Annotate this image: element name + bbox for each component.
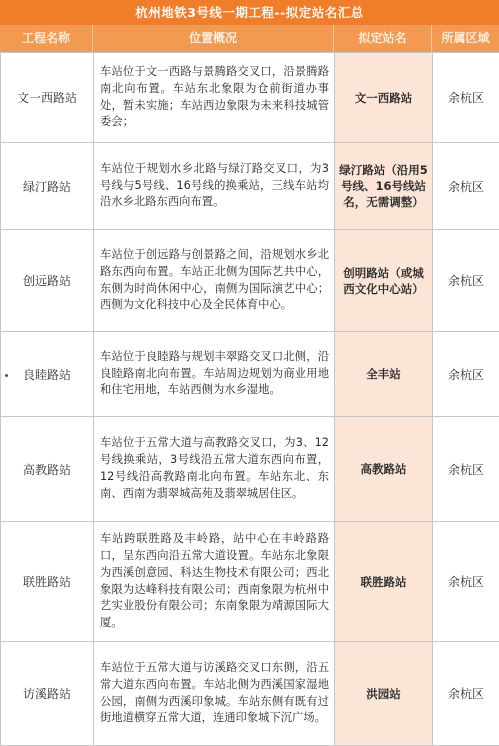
location-cell: 车站位于五常大道与访溪路交叉口东侧，沿五常大道东西向布置。车站北侧为西溪国家湿地公园，南侧为西溪印象城。车站东侧有既有过街地道横穿五常大道，连通印象城下沉广场。: [94, 642, 335, 746]
district-cell: 余杭区: [433, 417, 499, 522]
table-header: [0, 25, 499, 52]
header-proposed-name: 拟定站名: [334, 25, 432, 52]
district-cell: 余杭区: [433, 522, 499, 642]
proposed-name-cell: 全丰站: [335, 332, 433, 417]
table-row: [1, 332, 499, 417]
table-row: [1, 522, 499, 642]
table-title: 杭州地铁3号线一期工程--拟定站名汇总: [0, 0, 499, 25]
header-district: 所属区域: [432, 25, 499, 52]
project-name-cell: 访溪路站: [1, 642, 94, 746]
proposed-name-cell: 洪园站: [335, 642, 433, 746]
project-name-cell: 文一西路站: [1, 53, 94, 143]
proposed-name-cell: 高教路站: [335, 417, 433, 522]
district-cell: 余杭区: [433, 230, 499, 332]
project-name-cell: 创远路站: [1, 230, 94, 332]
table-row: [1, 230, 499, 332]
table-row: [1, 143, 499, 230]
district-cell: 余杭区: [433, 53, 499, 143]
header-project-name: 工程名称: [0, 25, 93, 52]
location-cell: 车站位于创远路与创景路之间，沿规划水乡北路东西向布置。车站正北侧为国际艺共中心，东侧为时尚休闲中心，南侧为国际演艺中心；西侧为文化科技中心及全民体育中心。: [94, 230, 335, 332]
proposed-name-cell: 绿汀路站（沿用5号线、16号线站名，无需调整）: [335, 143, 433, 230]
header-location: 位置概况: [93, 25, 334, 52]
location-cell: 车站位于五常大道与高教路交叉口，为3、12号线换乘站，3号线沿五常大道东西向布置，12号线沿高教路南北向布置。车站东北、东南、西南为翡翠城高苑及翡翠城居住区。: [94, 417, 335, 522]
proposed-name-cell: 创明路站（或城西文化中心站）: [335, 230, 433, 332]
project-name-cell: 联胜路站: [1, 522, 94, 642]
project-name-cell: 良睦路站: [1, 332, 94, 417]
district-cell: 余杭区: [433, 143, 499, 230]
table-row: [1, 53, 499, 143]
stations-table: [0, 52, 499, 746]
table-row: [1, 642, 499, 746]
project-name-cell: 高教路站: [1, 417, 94, 522]
location-cell: 车站位于规划水乡北路与绿汀路交叉口，为3号线与5号线、16号线的换乘站，三线车站均沿水乡北路东西向布置。: [94, 143, 335, 230]
project-name-cell: 绿汀路站: [1, 143, 94, 230]
district-cell: 余杭区: [433, 332, 499, 417]
location-cell: 车站位于良睦路与规划丰翠路交叉口北侧，沿良睦路南北向布置。车站周边规划为商业用地和住宅用地，车站西侧为水乡湿地。: [94, 332, 335, 417]
margin-dot: [5, 374, 8, 377]
location-cell: 车站跨联胜路及丰岭路，站中心在丰岭路路口，呈东西向沿五常大道设置。车站东北象限为西溪创意园、科达生物技术有限公司；西北象限为达峰科技有限公司；西南象限为杭州中艺实业股份有限公司；东南象限为靖源国际大厦。: [94, 522, 335, 642]
proposed-name-cell: 联胜路站: [335, 522, 433, 642]
district-cell: 余杭区: [433, 642, 499, 746]
table-row: [1, 417, 499, 522]
location-cell: 车站位于文一西路与景腾路交叉口，沿景腾路南北向布置。车站东北象限为仓前街道办事处，暂未实施；车站西边象限为未来科技城管委会；: [94, 53, 335, 143]
proposed-name-cell: 文一西路站: [335, 53, 433, 143]
